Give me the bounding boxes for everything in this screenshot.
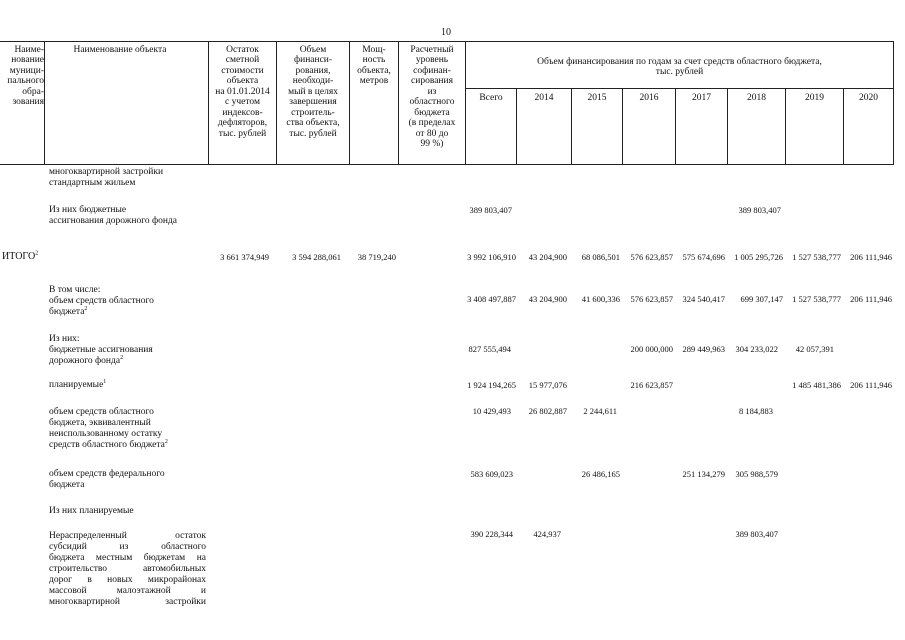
cell-2015: 68 086,501	[581, 252, 620, 262]
row-label: Нераспределенный остаток субсидий из областного бюджета местным бюджетам на строительство автомобильных дорог в новых микрорайонах массовой малоэтажной и многоквартирной застройки	[49, 531, 206, 607]
cell-2018: 8 184,883	[739, 406, 773, 416]
cell-total: 583 609,023	[470, 469, 513, 479]
cell-2019: 1 527 538,777	[792, 252, 841, 262]
row-label: объем средств федерального бюджета	[49, 469, 165, 490]
header-object-name: Наименование объекта	[73, 45, 167, 55]
cell-2020: 206 111,946	[850, 294, 892, 304]
cell-2018: 389 803,407	[738, 205, 781, 215]
cell-2014: 43 204,900	[528, 252, 567, 262]
year-2014: 2014	[534, 93, 554, 103]
cell-2016: 576 623,857	[630, 294, 673, 304]
row-label: Из них: бюджетные ассигнования дорожного фонда$^2$	[49, 334, 153, 366]
cell-2017: 289 449,963	[682, 344, 725, 354]
cell-2018: 305 988,579	[735, 469, 778, 479]
cell-2020: 206 111,946	[850, 380, 892, 390]
cell-2015: 41 600,336	[581, 294, 620, 304]
header-capacity: Мощ- ность объекта, метров	[357, 45, 391, 87]
cell-2017: 575 674,696	[682, 252, 725, 262]
cell-2017: 251 134,279	[682, 469, 725, 479]
header-cofinancing-level: Расчетный уровень софинан- сирования из областного бюджета (в пределах от 80 до 99 %)	[408, 45, 456, 149]
year-2019: 2019	[805, 93, 824, 103]
cell-2016: 216 623,857	[630, 380, 673, 390]
cell-2016: 200 000,000	[630, 344, 673, 354]
cell-2014: 26 802,887	[528, 406, 567, 416]
row-label: многоквартирной застройки стандартным жильем	[49, 167, 164, 188]
page-number: 10	[441, 27, 451, 38]
year-2018: 2018	[747, 93, 766, 103]
row-label: В том числе: объем средств областного бюджета$^2$	[49, 285, 154, 317]
cell-2018: 1 005 295,726	[734, 252, 783, 262]
cell-2019: 1 527 538,777	[792, 294, 841, 304]
row-label: планируемые$^1$	[49, 378, 107, 390]
cell-remaining: 3 661 374,949	[220, 252, 269, 262]
year-total: Всего	[479, 93, 503, 103]
row-total-label: ИТОГО$^2$	[2, 250, 39, 262]
header-municipality: Наиме- нование муници- пального обра- зования	[7, 45, 44, 108]
cell-total: 827 555,494	[468, 344, 511, 354]
cell-total: 1 924 194,265	[467, 380, 516, 390]
cell-2019: 1 485 481,386	[792, 380, 841, 390]
year-2020: 2020	[859, 93, 878, 103]
col-divider	[893, 41, 894, 165]
header-funding-by-years: Объем финансирования по годам за счет средств областного бюджета, тыс. рублей	[537, 57, 822, 78]
row-label: объем средств областного бюджета, эквивалентный неиспользованному остатку средств областного бюджета$^2$	[49, 407, 168, 450]
table-top-border	[0, 41, 893, 42]
year-2015: 2015	[587, 93, 607, 103]
cell-capacity: 38 719,240	[357, 252, 396, 262]
cell-total: 10 429,493	[472, 406, 511, 416]
cell-2019: 42 057,391	[795, 344, 834, 354]
cell-2020: 206 111,946	[850, 252, 892, 262]
year-2016: 2016	[639, 93, 659, 103]
cell-total: 3 408 497,887	[467, 294, 516, 304]
header-financing-volume: Объем финанси- рования, необходи- мый в целях завершения строитель- ства объекта, тыс. рублей	[286, 45, 340, 139]
cell-2018: 699 307,147	[740, 294, 783, 304]
row-label: Из них планируемые	[49, 506, 134, 516]
cell-2018: 389 803,407	[735, 529, 778, 539]
cell-2016: 576 623,857	[630, 252, 673, 262]
cell-2014: 15 977,076	[528, 380, 567, 390]
cell-2015: 26 486,165	[581, 469, 620, 479]
year-2017: 2017	[692, 93, 711, 103]
cell-2018: 304 233,022	[735, 344, 778, 354]
header-bottom-border	[0, 164, 893, 165]
col-divider	[44, 41, 45, 165]
cell-total: 389 803,407	[469, 205, 512, 215]
cell-2017: 324 540,417	[682, 294, 725, 304]
header-remaining-cost: Остаток сметной стоимости объекта на 01.01.2014 с учетом индексов- дефляторов, тыс. рублей	[215, 45, 270, 139]
cell-2014: 424,937	[533, 529, 561, 539]
cell-total: 3 992 106,910	[467, 252, 516, 262]
cell-2014: 43 204,900	[528, 294, 567, 304]
cell-2015: 2 244,611	[583, 406, 617, 416]
cell-total: 390 228,344	[470, 529, 513, 539]
year-header-border	[465, 88, 893, 89]
cell-volume: 3 594 288,061	[292, 252, 341, 262]
row-label: Из них бюджетные ассигнования дорожного фонда	[49, 205, 178, 226]
